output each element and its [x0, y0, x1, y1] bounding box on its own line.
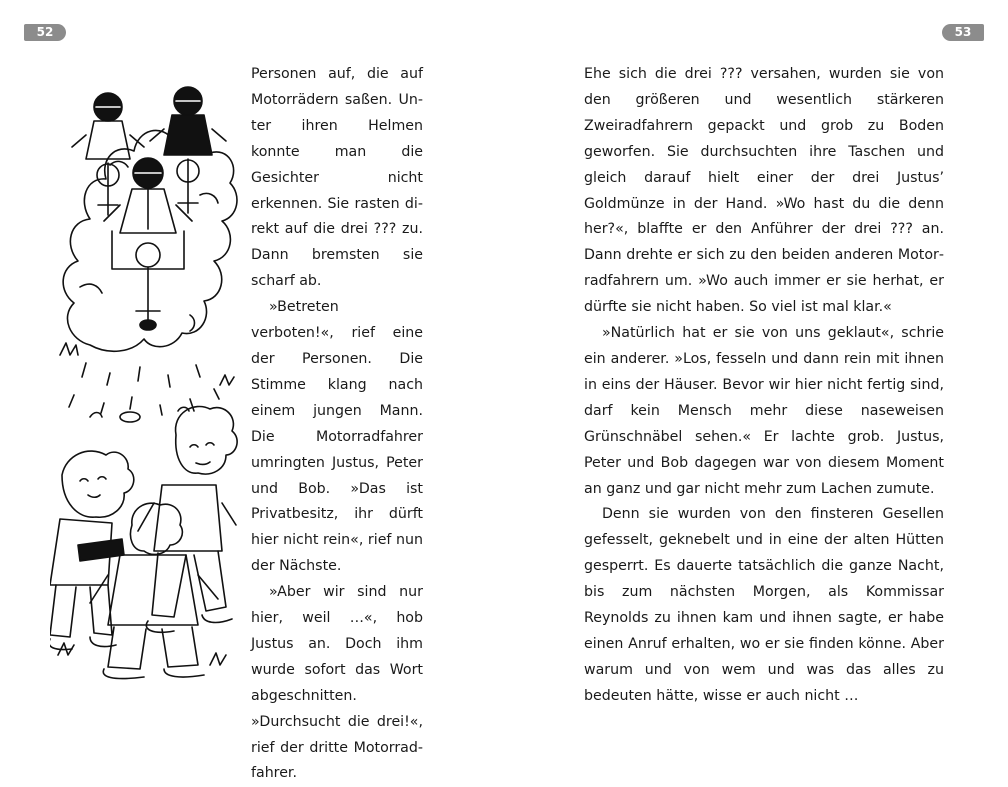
paragraph: Denn sie wurden von den finsteren Gesellen gefesselt, geknebelt und in eine der alten Hütten gesperrt. Es dauerte tatsächlich die ganze Nacht, bis zum nächsten Morgen, als Kommissar Reynolds zu ihnen kam und ihnen sagte, er habe einen Anruf erhalten, wo er sie finden könne. Aber warum und von wem und was das alles zu bedeuten hätte, wisse er auch nicht …	[584, 506, 944, 704]
paragraph: Personen auf, die auf Motorrädern saßen. Unter ihren Helmen konnte man die Gesichter nicht erkennen. Sie rasten direkt auf die drei ??? zu. Dann bremsten sie scharf ab.	[251, 66, 423, 290]
paragraph: »Natürlich hat er sie von uns geklaut«, schrie ein anderer. »Los, fesseln und dann rein mit ihnen in eins der Häuser. Bevor wir hier nicht fertig sind, darf kein Mensch mehr diese naseweisen Grünschnäbel sehen.« Er lachte grob. Justus, Peter und Bob dagegen war von diesem Moment an ganz und gar nicht mehr zum Lachen zumute.	[584, 325, 944, 497]
motorcyclists-and-boys-illustration	[50, 55, 240, 685]
page-number-left: 52	[24, 24, 66, 41]
right-page-text	[584, 62, 944, 710]
paragraph: Ehe sich die drei ??? versahen, wurden sie von den größeren und wesentlich stärkeren Zweiradfahrern gepackt und grob zu Boden geworfen. Sie durchsuchten ihre Taschen und gleich darauf hielt einer der drei Justus’ Goldmünze in der Hand. »Wo hast du die denn her?«, blaffte er den Anführer der drei ??? an. Dann drehte er sich zu den beiden anderen Motorradfahrern um. »Wo auch immer er sie herhat, er dürfte sie nicht haben. So viel ist mal klar.«	[584, 66, 944, 316]
paragraph: »Betreten verboten!«, rief eine der Personen. Die Stimme klang nach einem jungen Mann. Die Motorradfahrer umringten Justus, Peter und Bob. »Das ist Privatbesitz, ihr dürft hier nicht rein«, rief nun der Nächste.	[251, 299, 423, 575]
left-page-text	[251, 62, 423, 787]
paragraph: »Aber wir sind nur hier, weil …«, hob Justus an. Doch ihm wurde sofort das Wort abgeschnitten. »Durchsucht die drei!«, rief der dritte Motorradfahrer.	[251, 584, 423, 782]
page-number-right: 53	[942, 24, 984, 41]
